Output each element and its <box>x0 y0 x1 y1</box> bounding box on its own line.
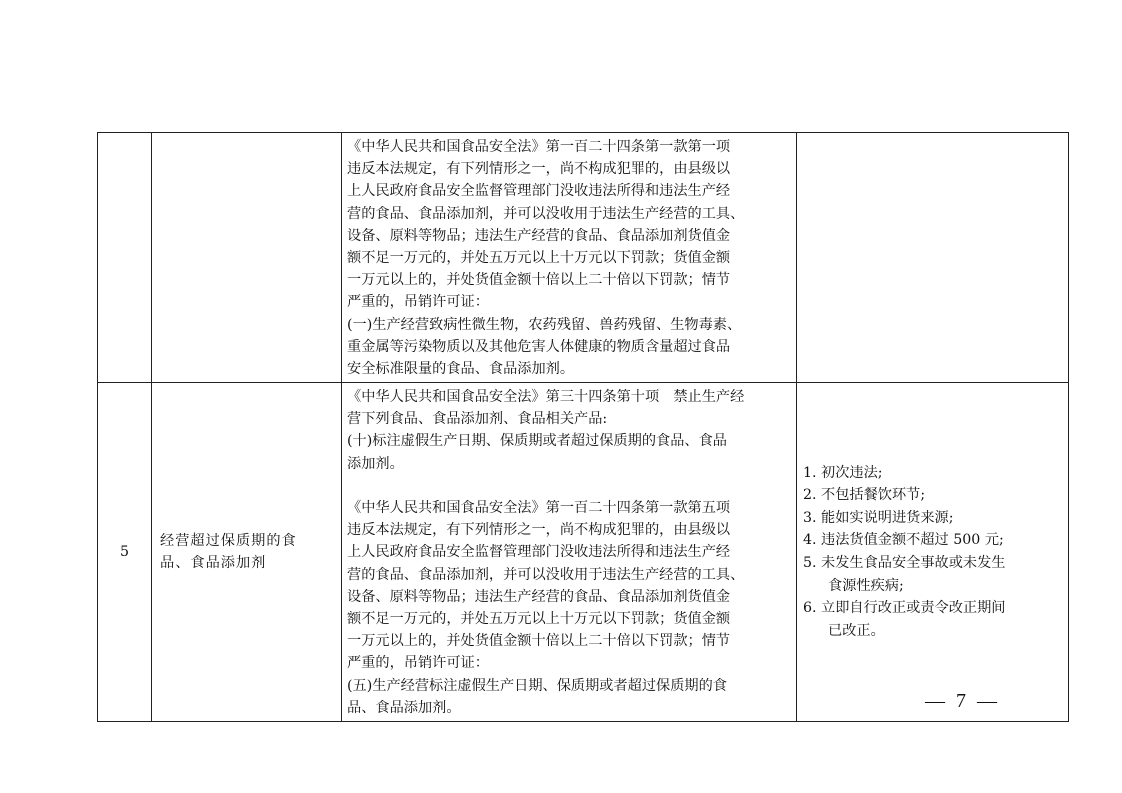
condition-item: 1. 初次违法; <box>803 464 883 481</box>
legal-basis-cell <box>342 133 797 383</box>
basis-line: 营的食品、食品添加剂，并可以没收用于违法生产经营的工具、 <box>347 205 745 222</box>
basis-blank-line <box>347 475 791 497</box>
basis-line: (一)生产经营致病性微生物，农药残留、兽药残留、生物毒素、 <box>347 316 742 333</box>
basis-line: 违反本法规定，有下列情形之一，尚不构成犯罪的，由县级以 <box>347 161 731 178</box>
basis-line: 重金属等污染物质以及其他危害人体健康的物质含量超过食品 <box>347 338 731 355</box>
basis-line: 营的食品、食品添加剂，并可以没收用于违法生产经营的工具、 <box>347 566 745 583</box>
condition-item-continuation: 已改正。 <box>828 622 885 639</box>
violation-item-cell <box>152 133 342 383</box>
basis-line: 严重的，吊销许可证： <box>347 655 489 672</box>
basis-line: 安全标准限量的食品、食品添加剂。 <box>347 360 575 377</box>
legal-basis-cell <box>342 383 797 722</box>
basis-line: (五)生产经营标注虚假生产日期、保质期或者超过保质期的食 <box>347 677 727 694</box>
basis-line: 营下列食品、食品添加剂、食品相关产品: <box>347 411 608 428</box>
basis-line: 严重的，吊销许可证： <box>347 294 489 311</box>
basis-line: 设备、原料等物品；违法生产经营的食品、食品添加剂货值金 <box>347 588 731 605</box>
item-line: 品、食品添加剂 <box>160 554 267 571</box>
basis-line: 设备、原料等物品；违法生产经营的食品、食品添加剂货值金 <box>347 227 731 244</box>
condition-item: 2. 不包括餐饮环节; <box>803 487 926 504</box>
page-number: — 7 — <box>925 690 1000 712</box>
table-row <box>98 383 1069 722</box>
condition-item: 3. 能如实说明进货来源; <box>803 509 954 526</box>
row-number-cell <box>98 133 152 383</box>
basis-line: 添加剂。 <box>347 455 404 472</box>
basis-line: 上人民政府食品安全监督管理部门没收违法所得和违法生产经 <box>347 544 731 561</box>
mitigating-conditions-cell <box>797 383 1069 722</box>
basis-line: 额不足一万元的，并处五万元以上十万元以下罚款；货值金额 <box>347 610 731 627</box>
basis-line: 违反本法规定，有下列情形之一，尚不构成犯罪的，由县级以 <box>347 522 731 539</box>
row-number-cell: 5 <box>98 383 152 722</box>
condition-item-continuation: 食源性疾病; <box>828 577 904 594</box>
basis-line: 《中华人民共和国食品安全法》第一百二十四条第一款第一项 <box>347 139 731 155</box>
basis-line: 一万元以上的，并处货值金额十倍以上二十倍以下罚款；情节 <box>347 272 731 289</box>
basis-line: 额不足一万元的，并处五万元以上十万元以下罚款；货值金额 <box>347 249 731 266</box>
condition-item: 4. 违法货值金额不超过 500 元; <box>803 532 1004 549</box>
basis-line: 品、食品添加剂。 <box>347 699 461 716</box>
basis-line: 上人民政府食品安全监督管理部门没收违法所得和违法生产经 <box>347 183 731 200</box>
basis-line: 一万元以上的，并处货值金额十倍以上二十倍以下罚款；情节 <box>347 633 731 650</box>
condition-item: 6. 立即自行改正或责令改正期间 <box>803 600 1006 617</box>
basis-line: 《中华人民共和国食品安全法》第三十四条第十项 禁止生产经 <box>347 389 745 406</box>
law-table <box>97 132 1069 722</box>
condition-item: 5. 未发生食品安全事故或未发生 <box>803 554 1006 571</box>
violation-item-cell <box>152 383 342 722</box>
basis-line: 《中华人民共和国食品安全法》第一百二十四条第一款第五项 <box>347 500 731 516</box>
item-line: 经营超过保质期的食 <box>160 532 297 549</box>
mitigating-conditions-cell <box>797 133 1069 383</box>
basis-line: (十)标注虚假生产日期、保质期或者超过保质期的食品、食品 <box>347 433 727 450</box>
table-row <box>98 133 1069 383</box>
